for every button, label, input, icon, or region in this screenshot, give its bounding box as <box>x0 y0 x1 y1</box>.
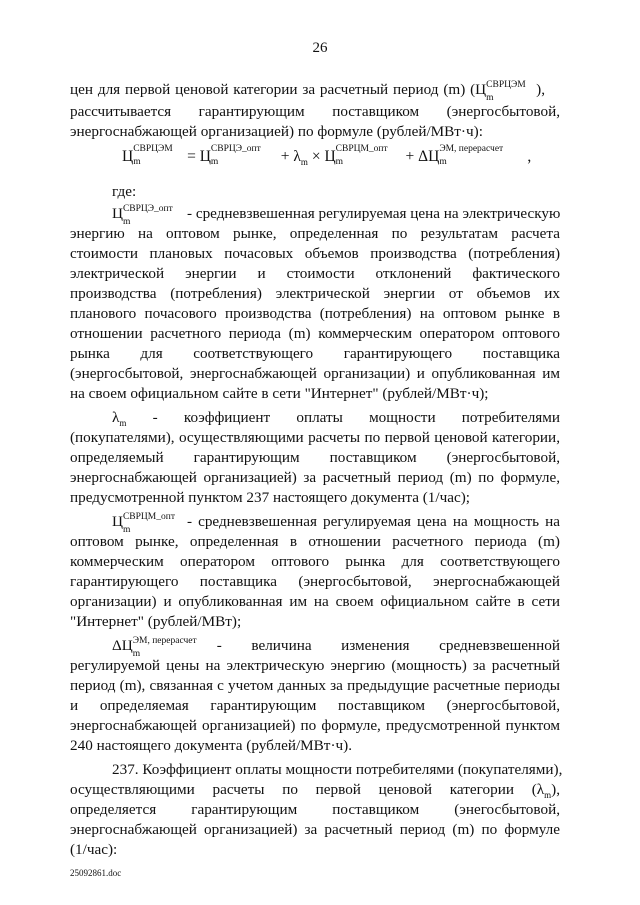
text-line: оптовом рынке, определенная в отношении расчетного периода (m) <box>70 533 560 550</box>
text-line: планового почасового производства (потребления) на оптовом рынке в <box>70 305 560 322</box>
text-line: организации) и опубликованная им на своем официальном сайте в сети <box>70 593 560 610</box>
text-line: стоимости плановых почасовых объемов производства (потребления) <box>70 245 560 262</box>
text-line: (1/час): <box>70 841 118 858</box>
text-line: определяемый гарантирующим поставщиком (энергосбытовой, <box>70 449 560 466</box>
text-line: (покупателями), осуществляющими расчеты по первой ценовой категории, <box>70 429 560 446</box>
text-line: энергоснабжающей организацией) по формуле (рублей/МВт·ч): <box>70 123 483 140</box>
text-line: 237. Коэффициент оплаты мощности потребителями (покупателями), <box>112 761 563 778</box>
text-line: гарантирующего поставщика (энергосбытовой, энергоснабжающей <box>70 573 560 590</box>
definition-line: Ц СВРЦМ_опт m - средневзвешенная регулируемая цена на мощность на <box>112 512 560 535</box>
text-line: определяется гарантирующим поставщиком (энегосбытовой, <box>70 801 560 818</box>
page-number: 26 <box>312 40 328 56</box>
text-line: 240 настоящего документа (рублей/МВт·ч). <box>70 737 352 754</box>
text-line: энергоснабжающей организацией) за расчетный период (m) по формуле <box>70 821 560 838</box>
definition-line: $\lambda_m$ - коэффициент оплаты мощности потребителями <box>112 409 560 429</box>
text-line: энергию на оптовом рынке, определенная по результатам расчета <box>70 225 560 242</box>
text-line: энергоснабжающей организацией) за расчетный период (m) по формуле, <box>70 469 560 486</box>
text-line: коммерческим оператором оптового рынка для соответствующего <box>70 553 560 570</box>
text-line: "Интернет" (рублей/МВт); <box>70 613 242 630</box>
text-line: рынка для соответствующего гарантирующего поставщика <box>70 345 560 362</box>
text-line: регулируемой цены на электрическую энергию (мощность) за расчетный <box>70 657 560 674</box>
definition-line: Ц СВРЦЭ_опт m - средневзвешенная регулируемая цена на электрическую <box>112 204 561 227</box>
text-line: предусмотренной пунктом 237 настоящего документа (1/час); <box>70 489 471 506</box>
footer-filename: 25092861.doc <box>70 868 122 878</box>
text-line: (энергосбытовой, энергоснабжающей организации) и опубликованная им <box>70 365 560 382</box>
text-line: период (m), связанная с учетом данных за предыдущие расчетные периоды <box>70 677 560 694</box>
text-line: на своем официальном сайте в сети "Интернет" (рублей/МВт·ч); <box>70 385 489 402</box>
text-line: электрической энергии и стоимости отклонений фактического <box>70 265 560 282</box>
text-line: отношении расчетного периода (m) коммерческим оператором оптового <box>70 325 560 342</box>
formula: Ц СВРЦЭМ m = Ц СВРЦЭ_опт m + $\lambda_m \times Ц$ СВРЦМ_опт m + ΔЦ ЭМ, перерасчет m , <box>122 144 532 168</box>
text-line: и определяемая гарантирующим поставщиком (энергосбытовой, <box>70 697 560 714</box>
text-line: цен для первой ценовой категории за расчетный период (m) (Ц СВРЦЭМ m ), <box>70 80 545 103</box>
text-line: рассчитывается гарантирующим поставщиком (энергосбытовой, <box>70 103 560 120</box>
text-line: энергоснабжающей организацией) по формуле, предусмотренной пунктом <box>70 717 560 734</box>
symbol-c-svrcem: Ц СВРЦЭМ m <box>475 80 526 103</box>
text-line: производства (потребления) электрической энергии от объемов их <box>70 285 560 302</box>
text-line: где: <box>112 183 137 200</box>
text-line: осуществляющими расчеты по первой ценовой категории $(\lambda_m)$, <box>70 781 560 801</box>
definition-line: ΔЦ ЭМ, перерасчет m - величина изменения средневзвешенной <box>112 636 560 659</box>
